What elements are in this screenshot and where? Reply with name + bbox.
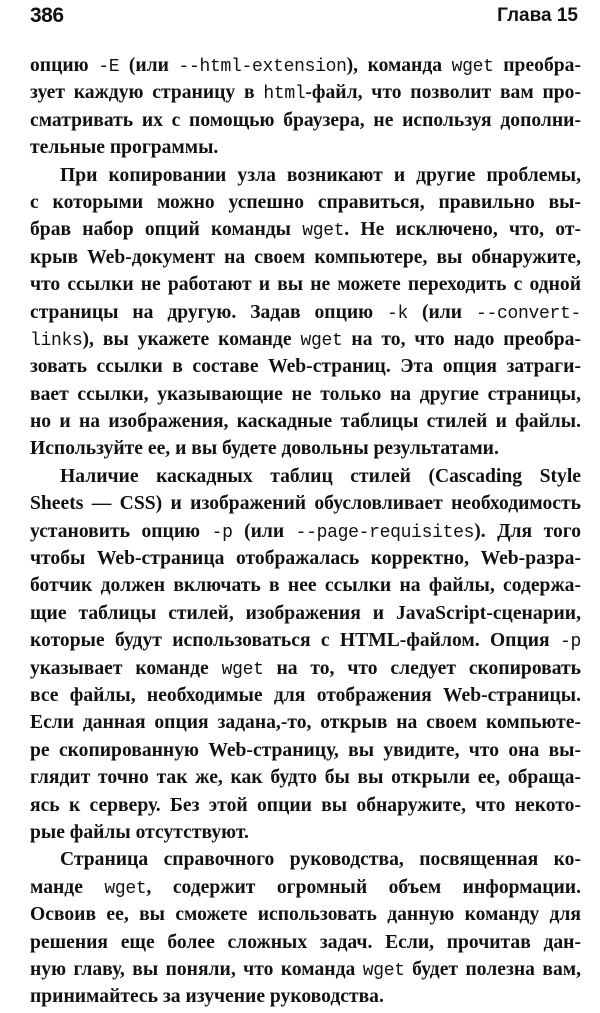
text-line [30, 162, 581, 189]
text-run: принимайтесь за изучение руководства. [30, 986, 384, 1008]
text-line [30, 901, 581, 928]
text-line [30, 737, 581, 764]
code-term: wget [451, 57, 494, 77]
text-line [30, 792, 581, 819]
text-line [30, 600, 581, 627]
code-term: wget [302, 221, 345, 242]
code-term: -k [387, 303, 409, 324]
text-line [30, 518, 581, 545]
code-term: wget [221, 659, 264, 680]
text-line [30, 929, 581, 956]
text-run: зовать ссылки в составе Web-страниц. Эта опция затраги- [30, 356, 581, 378]
text-line [30, 353, 581, 380]
text-line [30, 956, 581, 983]
text-run: что ссылки не работают и вы не можете переходить с одной [30, 274, 581, 296]
text-run: ). Для того [474, 520, 581, 542]
text-run: но и на изображения, каскадные таблицы стилей и файлы. [30, 411, 581, 433]
text-run: (или [408, 301, 476, 323]
paragraph [30, 846, 581, 1010]
code-term: wget [362, 960, 405, 981]
text-run: ре скопированную Web-страницу, вы увидите, что она вы- [30, 739, 581, 761]
text-run: чтобы Web-страница отображалась корректно, Web-разра- [30, 548, 581, 570]
text-run: манде [30, 876, 105, 898]
code-term: -p [559, 632, 581, 653]
text-run: установить опцию [30, 520, 212, 542]
text-run: указывает команде [30, 657, 222, 679]
code-term: -p [211, 522, 233, 543]
text-run: сматривать их с помощью браузера, не используя дополни- [30, 109, 581, 131]
text-line [30, 299, 581, 326]
text-run: ), вы укажете команде [82, 328, 301, 350]
text-line [30, 435, 581, 462]
text-run: на то, что следует скопировать [263, 657, 581, 679]
text-run: щие таблицы стилей, изображения и JavaScript-сценарии, [30, 602, 581, 624]
text-run: все файлы, необходимые для отображения Web-страницы. [30, 684, 581, 706]
text-run: . Не исключено, что, от- [344, 219, 581, 241]
text-run: брав набор опций команды [30, 219, 303, 241]
text-line [30, 709, 581, 736]
text-line [30, 52, 581, 79]
text-run: ясь к серверу. Без этой опции вы обнаружите, что некото- [30, 794, 581, 816]
text-line [30, 572, 581, 599]
text-run: (или [232, 520, 296, 542]
code-term: html [263, 84, 306, 105]
paragraph [30, 463, 581, 846]
running-header [30, 2, 578, 34]
text-run: рые файлы отсутствуют. [30, 821, 249, 843]
text-run: вает ссылки, указывающие не только на другие страницы, [30, 383, 581, 405]
code-term: wget [300, 330, 343, 351]
text-run: -файл, что позволит вам про- [305, 82, 581, 104]
code-term: --convert- [475, 303, 581, 324]
text-line [30, 764, 581, 791]
paragraph [30, 52, 581, 162]
text-line [30, 107, 581, 134]
text-line [30, 189, 581, 216]
text-run: крыв Web-документ на своем компьютере, вы обнаружите, [30, 246, 581, 268]
text-run: с которыми можно успешно справиться, правильно вы- [30, 191, 581, 213]
text-run: ботчик должен включать в нее ссылки на файлы, содержа- [30, 575, 581, 597]
text-line [30, 655, 581, 682]
text-run: ную главу, вы поняли, что команда [30, 958, 363, 980]
text-run: зует каждую страницу в [30, 82, 264, 104]
text-line [30, 381, 581, 408]
text-run: Страница справочного руководства, посвященная ко- [60, 849, 581, 871]
code-term: links [30, 330, 83, 351]
text-run: которые будут использоваться с HTML-файлом. Опция [30, 630, 560, 652]
text-line [30, 545, 581, 572]
text-line [30, 408, 581, 435]
text-run: будет полезна вам, [404, 958, 581, 980]
text-run: Наличие каскадных таблиц стилей (Cascading Style [60, 465, 581, 487]
code-term: -E [98, 57, 120, 77]
code-term: --page-requisites [295, 522, 475, 543]
text-line [30, 216, 581, 243]
text-run: , содержит огромный объем информации. [146, 876, 581, 898]
paragraph [30, 162, 581, 463]
page-number: 386 [30, 4, 64, 27]
text-line [30, 244, 581, 271]
body-text [30, 52, 581, 1011]
chapter-label: Глава 15 [497, 5, 578, 26]
text-line [30, 627, 581, 654]
text-line [30, 79, 581, 106]
text-run: глядит точно так же, как будто бы вы открыли ее, обраща- [30, 767, 581, 789]
text-run: При копировании узла возникают и другие проблемы, [60, 164, 581, 186]
text-run: опцию [30, 55, 99, 76]
text-line [30, 682, 581, 709]
text-run: тельные программы. [30, 137, 219, 159]
text-run: Используйте ее, и вы будете довольны результатами. [30, 438, 499, 460]
code-term: wget [104, 878, 147, 899]
text-line [30, 326, 581, 353]
text-run: решения еще более сложных задач. Если, прочитав дан- [30, 931, 581, 953]
text-run: страницы на другую. Задав опцию [30, 301, 388, 323]
text-run: Sheets — CSS) и изображений обусловливает необходимость [30, 493, 581, 515]
text-run: на то, что надо преобра- [342, 328, 581, 350]
text-line [30, 271, 581, 298]
text-run: ), команда [346, 55, 452, 76]
text-line [30, 490, 581, 517]
text-run: Если данная опция задана,-то, открыв на своем компьюте- [30, 712, 581, 734]
code-term: --html-extension [178, 57, 347, 77]
text-line [30, 874, 581, 901]
text-run: (или [119, 55, 179, 76]
text-run: преобра- [493, 55, 581, 76]
text-run: Освоив ее, вы сможете использовать данную команду для [30, 904, 581, 926]
text-line [30, 463, 581, 490]
